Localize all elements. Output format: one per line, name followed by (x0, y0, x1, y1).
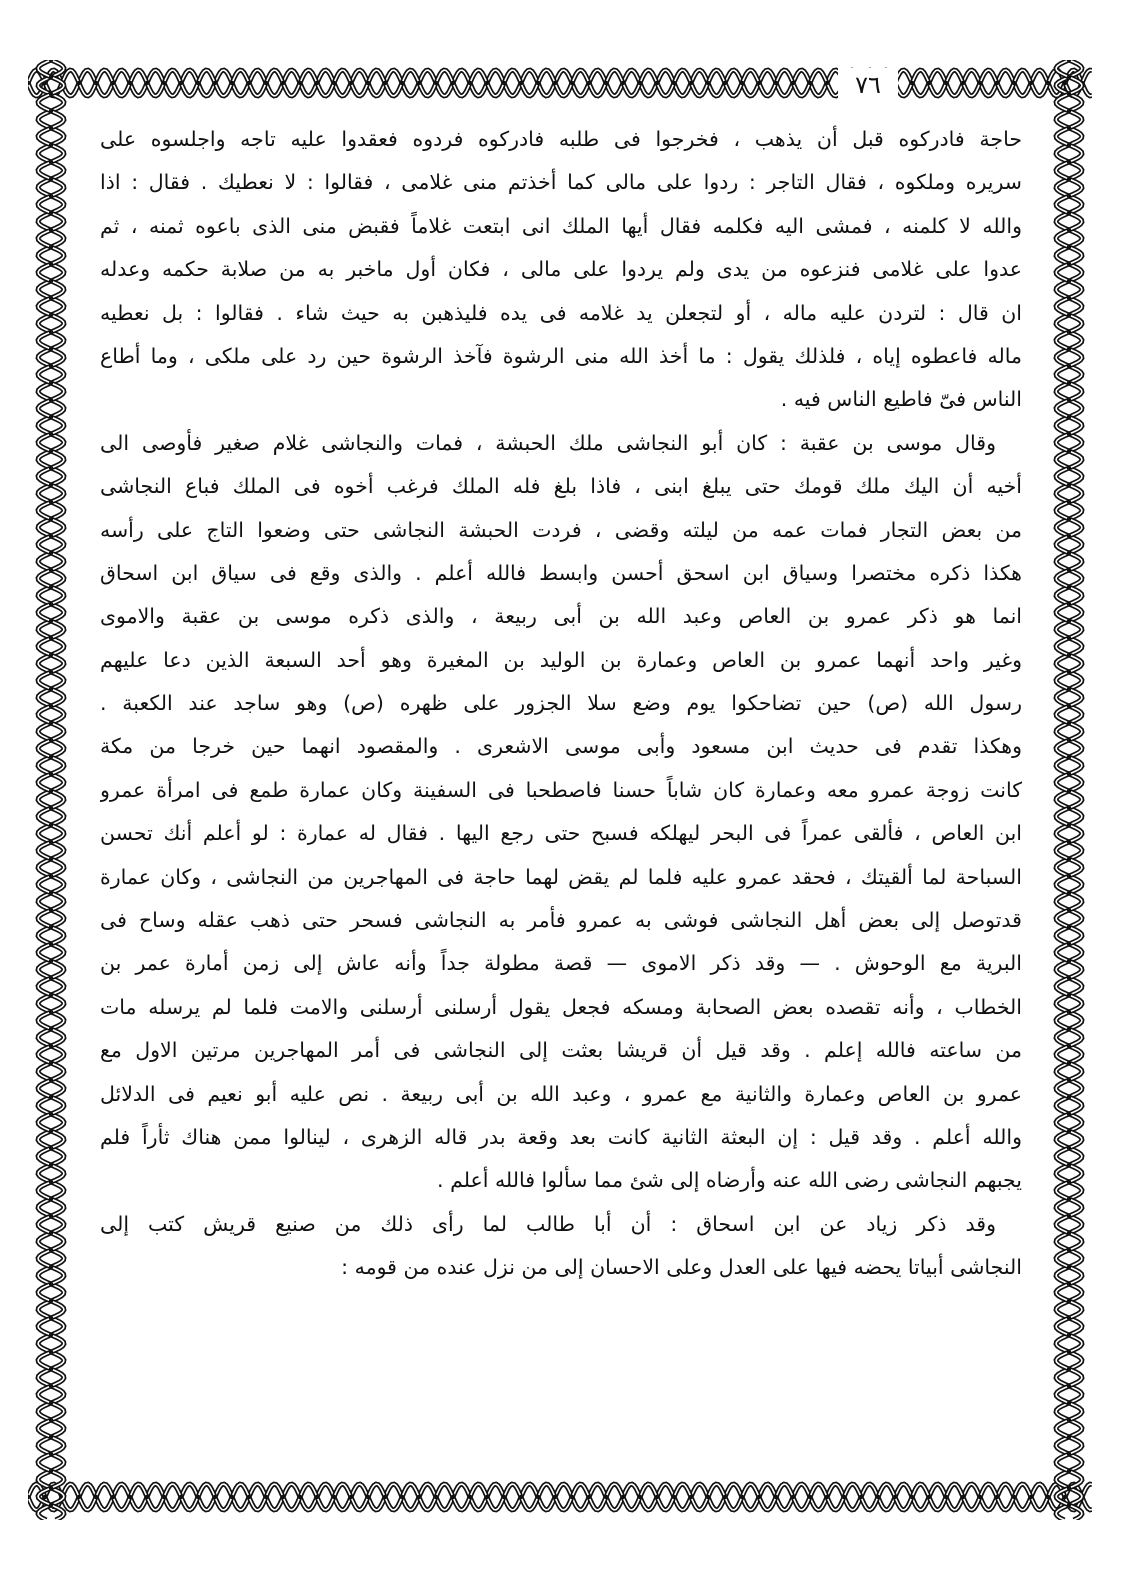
text-line: وقال موسى بن عقبة : كان أبو النجاشى ملك الحبشة ، فمات والنجاشى غلام صغير فأوصى الى (100, 430, 996, 455)
text-line: انما هو ذكر عمرو بن العاص وعبد الله بن أبى ربيعة ، والذى ذكره موسى بن عقبة والاموى (100, 604, 1022, 629)
border-right-ornament (1046, 60, 1092, 1520)
chain-braid-ornament (28, 60, 74, 1520)
text-line: من ساعته فالله إعلم . وقد قيل أن قريشا بعثت إلى النجاشى فى أمر المهاجرين مرتين الاول مع (100, 1038, 1022, 1063)
text-line: والله أعلم . وقد قيل : إن البعثة الثانية كانت بعد وقعة بدر قاله الزهرى ، لينالوا ممن هناك ثأراً فلم (100, 1124, 1022, 1149)
chain-braid-ornament (28, 1474, 1092, 1520)
text-line: ابن العاص ، فألقى عمراً فى البحر ليهلكه فسبح حتى رجع اليها . فقال له عمارة : لو أعلم أنك تحسن (100, 821, 1022, 846)
text-line: عمرو بن العاص وعمارة والثانية مع عمرو ، وعبد الله بن أبى ربيعة . نص عليه أبو نعيم فى الدلائل (100, 1081, 1022, 1106)
text-line: رسول الله (ص) حين تضاحكوا يوم وضع سلا الجزور على ظهره (ص) وهو ساجد عند الكعبة . (100, 691, 1022, 716)
text-line: أخيه أن اليك ملك قومك حتى يبلغ ابنى ، فاذا بلغ فله الملك فرغب أخوه فى الملك فباع النجاشى (100, 474, 1022, 499)
text-line: وقد ذكر زياد عن ابن اسحاق : أن أبا طالب لما رأى ذلك من صنيع قريش كتب إلى (100, 1211, 996, 1236)
text-line: هكذا ذكره مختصرا وسياق ابن اسحق أحسن وابسط فالله أعلم . والذى وقع فى سياق ابن اسحاق (100, 560, 1022, 585)
text-line: البرية مع الوحوش . — وقد ذكر الاموى — قصة مطولة جداً وأنه عاش إلى زمن أمارة عمر بن (100, 951, 1022, 976)
text-line: ان قال : لتردن عليه ماله ، أو لتجعلن يد غلامه فى يده فليذهبن به حيث شاء . فقالوا : بل نعطيه (100, 300, 1022, 325)
chain-braid-ornament (28, 60, 1092, 106)
page-number: ٧٦ (838, 68, 898, 102)
chain-braid-ornament (1046, 60, 1092, 1520)
text-line: سريره وملكوه ، فقال التاجر : ردوا على مالى كما أخذتم منى غلامى ، فقالوا : لا نعطيك . فقال : اذا (100, 170, 1022, 195)
text-line: كانت زوجة عمرو معه وعمارة كان شاباً حسنا فاصطحبا فى السفينة وكان عمارة طمع فى امرأة عمرو (100, 777, 1022, 802)
text-line: وغير واحد أنهما عمرو بن العاص وعمارة بن الوليد بن المغيرة وهو أحد السبعة الذين دعا عليهم (100, 647, 1022, 672)
text-line: قدتوصل إلى بعض أهل النجاشى فوشى به عمرو فأمر به النجاشى فسحر حتى ذهب عقله وساح فى (100, 908, 1022, 933)
text-line: والله لا كلمنه ، فمشى اليه فكلمه فقال أيها الملك انى ابتعت غلاماً فقبض منى الذى باعوه ثمنه ، ثم (100, 213, 1022, 238)
text-line: الخطاب ، وأنه تقصده بعض الصحابة ومسكه فجعل يقول أرسلنى أرسلنى والامت فلما لم يرسله مات (100, 994, 1022, 1019)
body-text (100, 118, 1022, 1470)
text-line: عدوا على غلامى فنزعوه من يدى ولم يردوا على مالى ، فكان أول ماخبر به من صلابة حكمه وعدله (100, 257, 1022, 282)
text-line: يجبهم النجاشى رضى الله عنه وأرضاه إلى شئ مما سألوا فالله أعلم . (437, 1168, 1022, 1193)
text-line: وهكذا تقدم فى حديث ابن مسعود وأبى موسى الاشعرى . والمقصود انهما حين خرجا من مكة (100, 734, 1022, 759)
text-line: ماله فاعطوه إياه ، فلذلك يقول : ما أخذ الله منى الرشوة فآخذ الرشوة حين رد على ملكى ، وما أطاع (100, 343, 1022, 368)
text-line: الناس فىّ فاطيع الناس فيه . (780, 387, 1022, 412)
text-line: النجاشى أبياتا يحضه فيها على العدل وعلى الاحسان إلى من نزل عنده من قومه : (341, 1255, 1022, 1280)
border-top-ornament (28, 60, 1092, 106)
border-left-ornament (28, 60, 74, 1520)
text-line: السباحة لما ألقيتك ، فحقد عمرو عليه فلما لم يقض لهما حاجة فى المهاجرين من النجاشى ، وكان عمارة (100, 864, 1022, 889)
text-line: من بعض التجار فمات عمه من ليلته وقضى ، فردت الحبشة النجاشى حتى وضعوا التاج على رأسه (100, 517, 1022, 542)
border-bottom-ornament (28, 1474, 1092, 1520)
text-line: حاجة فادركوه قبل أن يذهب ، فخرجوا فى طلبه فادركوه فردوه فعقدوا عليه تاجه واجلسوه على (100, 127, 1022, 151)
